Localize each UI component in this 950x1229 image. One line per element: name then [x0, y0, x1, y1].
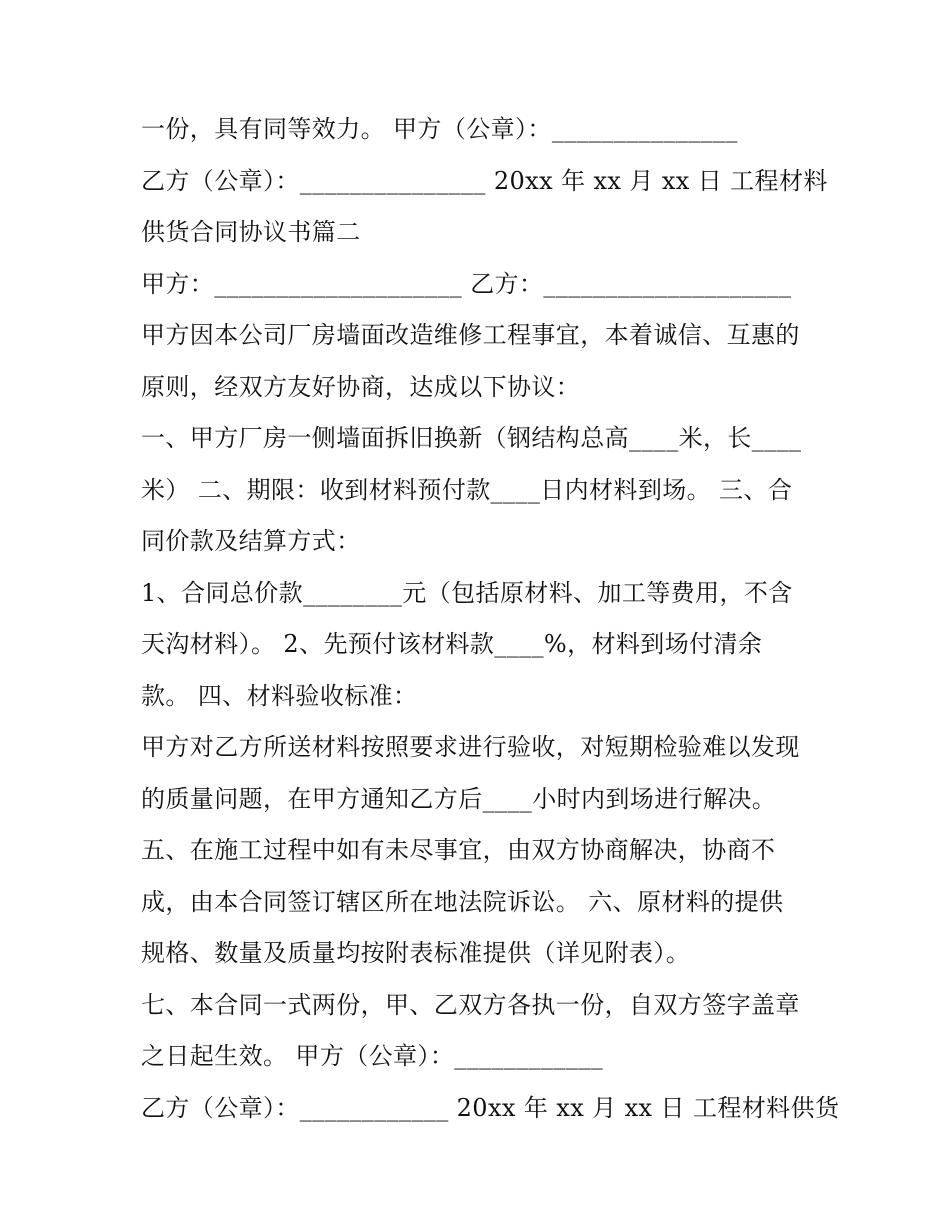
- text-line: 款。 四、材料验收标准：: [141, 681, 418, 710]
- text-line: 乙方（公章）：_______________ 20xx 年 xx 月 xx 日 工程材料: [141, 166, 828, 195]
- text-line: 之日起生效。 甲方（公章）：____________: [141, 1042, 604, 1070]
- text-line: 1、合同总价款________元（包括原材料、加工等费用，不含: [141, 578, 793, 607]
- text-line: 一份，具有同等效力。 甲方（公章）：_______________: [141, 115, 738, 143]
- text-line: 乙方（公章）：____________ 20xx 年 xx 月 xx 日 工程材料供货: [141, 1093, 840, 1122]
- text-line: 的质量问题，在甲方通知乙方后____小时内到场进行解决。: [141, 784, 777, 813]
- text-line: 甲方对乙方所送材料按照要求进行验收，对短期检验难以发现: [141, 733, 800, 761]
- text-line: 成，由本合同签订辖区所在地法院诉讼。 六、原材料的提供: [141, 887, 784, 916]
- document-body: [141, 104, 840, 1134]
- text-line: 甲方：____________________ 乙方：____________________: [141, 269, 792, 298]
- text-line: 供货合同协议书篇二: [141, 218, 361, 246]
- text-line: 天沟材料）。 2、先预付该材料款____%，材料到场付清余: [141, 630, 763, 658]
- text-line: 米） 二、期限：收到材料预付款____日内材料到场。 三、合: [141, 475, 793, 504]
- text-line: 原则，经双方友好协商，达成以下协议：: [141, 372, 581, 401]
- text-line: 甲方因本公司厂房墙面改造维修工程事宜，本着诚信、互惠的: [141, 321, 800, 349]
- text-line: 五、在施工过程中如有未尽事宜，由双方协商解决，协商不: [141, 836, 776, 864]
- text-line: 规格、数量及质量均按附表标准提供（详见附表）。: [141, 939, 691, 967]
- text-line: 一、甲方厂房一侧墙面拆旧换新（钢结构总高____米，长____: [141, 424, 802, 452]
- text-line: 七、本合同一式两份，甲、乙双方各执一份，自双方签字盖章: [141, 990, 800, 1019]
- text-line: 同价款及结算方式：: [141, 527, 361, 555]
